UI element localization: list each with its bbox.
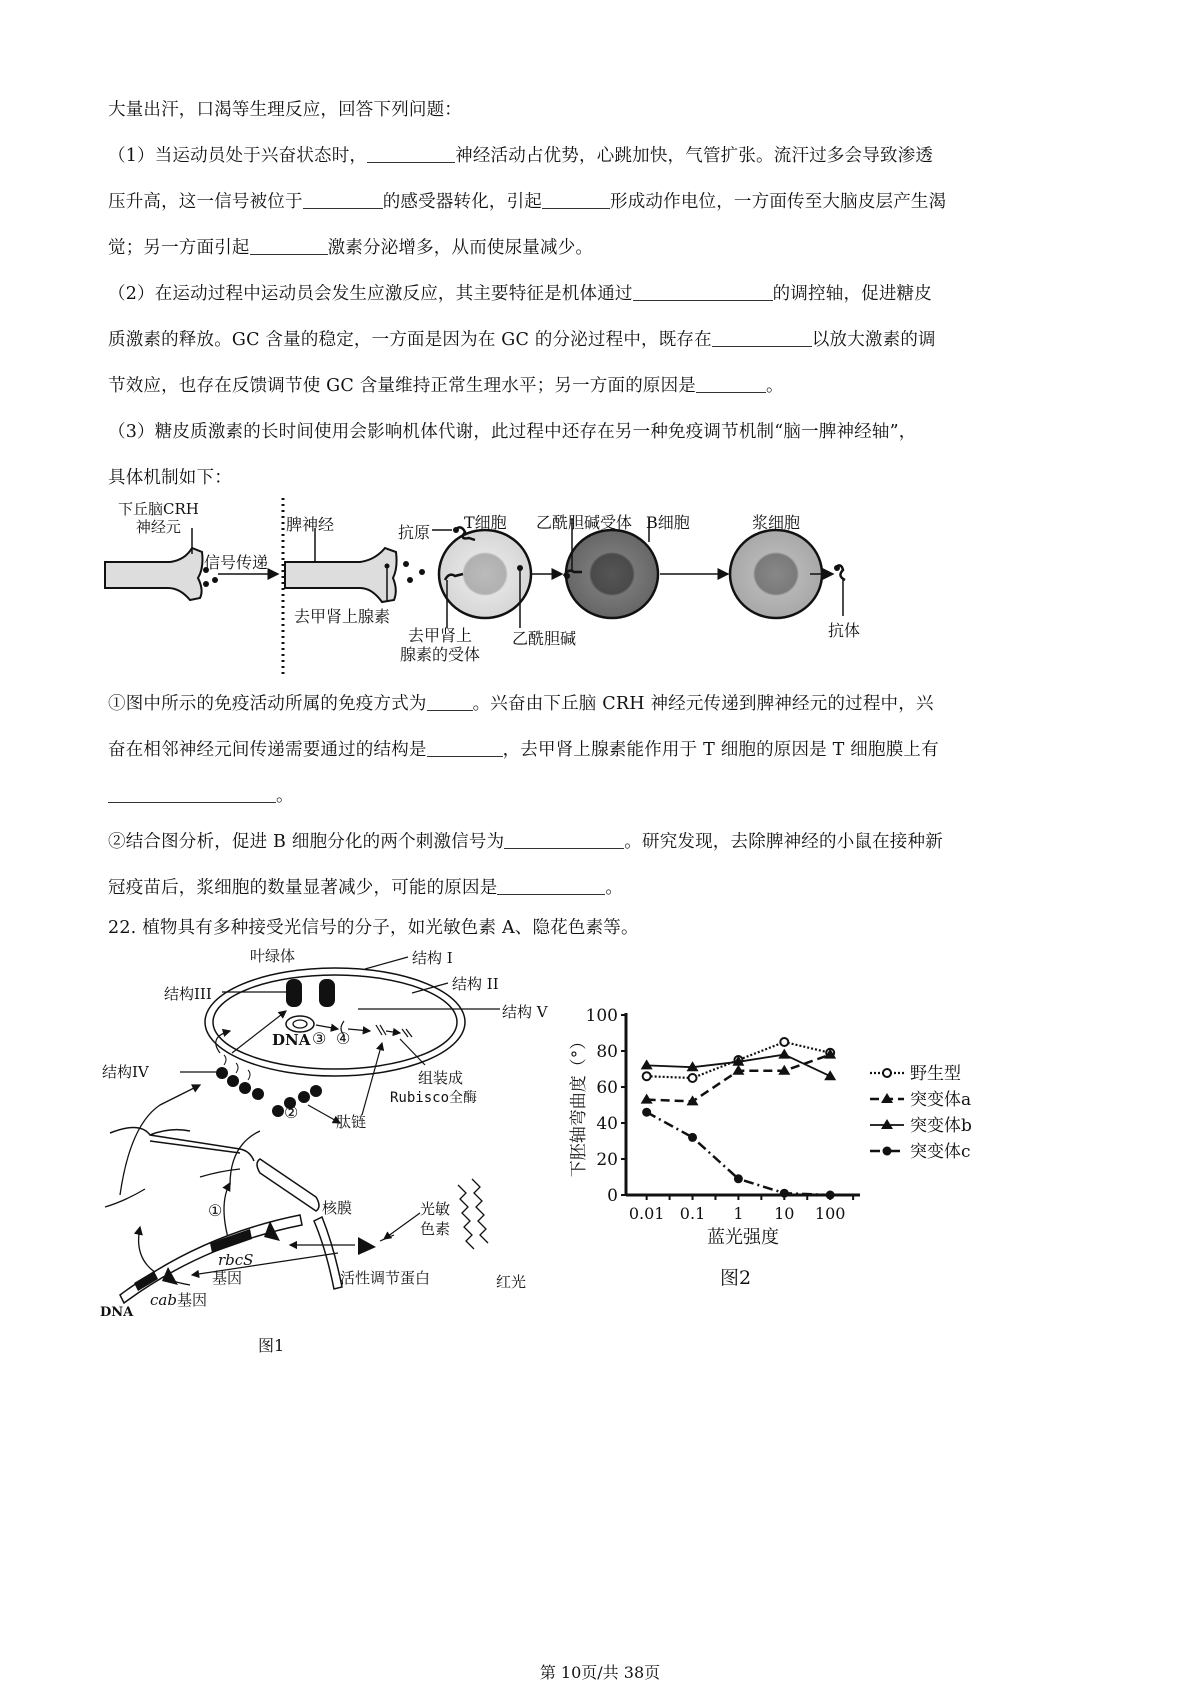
label-rbcs: rbcS	[218, 1251, 254, 1269]
label-step-2: ②	[284, 1103, 299, 1122]
crh-neuron-axon	[105, 548, 203, 600]
label-phytochrome	[420, 1199, 450, 1239]
legend-label: 野生型	[910, 1064, 961, 1084]
label-structure-4: 结构IV	[102, 1063, 149, 1081]
label-structure-3: 结构III	[164, 985, 212, 1003]
label-cab-gene	[150, 1289, 207, 1310]
data-point	[780, 1189, 789, 1198]
y-tick-label: 20	[596, 1150, 618, 1170]
sub2-text: 冠疫苗后，浆细胞的数量显著减少，可能的原因是	[108, 878, 498, 898]
label-dna-chloroplast: DNA	[272, 1031, 311, 1049]
x-tick-label: 100	[814, 1204, 846, 1223]
y-axis-label: 下胚轴弯曲度（°）	[569, 1032, 589, 1178]
label-cab: cab	[150, 1291, 177, 1309]
q22-text: 22. 植物具有多种接受光信号的分子，如光敏色素 A、隐花色素等。	[108, 918, 639, 938]
q1-text: 激素分泌增多，从而使尿量减少。	[327, 238, 594, 258]
data-point	[826, 1191, 835, 1200]
label-active-protein: 活性调节蛋白	[340, 1269, 431, 1287]
data-point	[643, 1072, 651, 1080]
sub1-line1	[108, 690, 934, 715]
sub1-text: 奋在相邻神经元间传递需要通过的结构是	[108, 740, 427, 760]
label-line: 神经元	[135, 518, 181, 536]
figure-2-chart	[560, 995, 1020, 1295]
y-tick-label: 100	[585, 1006, 618, 1026]
sub2-text: 。研究发现，去除脾神经的小鼠在接种新	[624, 832, 943, 852]
label-step-3: ③	[312, 1029, 327, 1048]
q2-line2	[108, 326, 936, 351]
label-chloroplast: 叶绿体	[250, 947, 296, 965]
q2-line1	[108, 280, 932, 305]
label-rubisco: Rubisco全酶	[390, 1090, 478, 1106]
legend-marker	[881, 1119, 893, 1129]
data-point	[734, 1174, 743, 1183]
q1-line1	[108, 142, 933, 167]
answer-blank[interactable]	[542, 191, 610, 210]
x-tick-label: 0.1	[679, 1204, 706, 1223]
answer-blank[interactable]	[696, 375, 766, 394]
answer-blank[interactable]	[497, 877, 605, 896]
x-tick-label: 10	[774, 1204, 795, 1223]
sub1-line2	[108, 736, 939, 761]
answer-blank[interactable]	[367, 145, 455, 164]
q2-text: 的调控轴，促进糖皮	[772, 284, 932, 304]
q2-text: 以放大激素的调	[811, 330, 936, 350]
page-footer: 第 10页/共 38页	[539, 1663, 661, 1682]
sub2-text: ②结合图分析，促进 B 细胞分化的两个刺激信号为	[108, 832, 505, 852]
sub1-text: 。	[276, 786, 294, 806]
brain-spleen-axis-figure	[100, 498, 880, 678]
label-structure-5: 结构 V	[502, 1003, 548, 1021]
label-norepinephrine: 去甲肾上腺素	[294, 607, 391, 626]
label-spleen-nerve: 脾神经	[286, 515, 335, 534]
legend-marker	[883, 1069, 891, 1077]
label-antibody: 抗体	[828, 621, 861, 640]
q1-text: 神经活动占优势，心跳加快，气管扩张。流汗过多会导致渗透	[455, 146, 934, 166]
answer-blank[interactable]	[427, 739, 503, 758]
q1-line2	[108, 188, 946, 213]
answer-blank[interactable]	[712, 329, 812, 348]
q1-text: 压升高，这一信号被位于	[108, 192, 303, 212]
label-ne-receptor	[400, 626, 480, 664]
label-red-light: 红光	[496, 1273, 527, 1291]
answer-blank[interactable]	[427, 693, 473, 712]
label-rbcs-gene: 基因	[212, 1269, 243, 1287]
chart-caption: 图2	[720, 1267, 752, 1289]
answer-blank[interactable]	[504, 831, 624, 850]
label-signal: 信号传递	[204, 553, 269, 572]
data-point	[778, 1049, 790, 1059]
label-line: 色素	[420, 1220, 451, 1238]
figure-1-caption: 图1	[258, 1336, 285, 1355]
sub1-line3	[108, 782, 294, 807]
answer-blank[interactable]	[303, 191, 383, 210]
q1-text: （1）当运动员处于兴奋状态时，	[108, 146, 368, 166]
data-point	[688, 1133, 697, 1142]
label-line: 去甲肾上	[408, 626, 473, 645]
label-plasma-cell: 浆细胞	[752, 513, 801, 532]
label-structure-1: 结构 I	[412, 949, 453, 967]
y-tick-label: 80	[596, 1042, 618, 1062]
sub1-text: ，去甲肾上腺素能作用于 T 细胞的原因是 T 细胞膜上有	[502, 740, 939, 760]
label-b-cell: B细胞	[646, 513, 690, 532]
chloroplast-outer	[205, 968, 465, 1076]
chart-svg	[560, 995, 1020, 1295]
label-antigen: 抗原	[398, 523, 431, 542]
label-gene: 基因	[176, 1291, 207, 1309]
q1-text: 的感受器转化，引起	[382, 192, 543, 212]
answer-blank[interactable]	[250, 237, 328, 256]
label-line: 下丘脑CRH	[118, 500, 199, 518]
label-peptide: 肽链	[336, 1113, 367, 1131]
legend-label: 突变体a	[910, 1090, 972, 1110]
label-ach-receptor: 乙酰胆碱受体	[536, 513, 633, 532]
dna-strand	[120, 1215, 302, 1303]
intro-text: 大量出汗，口渴等生理反应，回答下列问题：	[108, 100, 462, 120]
label-step-1: ①	[208, 1201, 223, 1220]
answer-blank[interactable]	[633, 283, 773, 302]
sub2-line2	[108, 874, 623, 899]
q1-line3	[108, 234, 593, 259]
label-line: 腺素的受体	[400, 645, 481, 664]
x-tick-label: 1	[733, 1204, 744, 1223]
q1-text: 形成动作电位，一方面传至大脑皮层产生渴	[610, 192, 947, 212]
q3-line2: 具体机制如下：	[108, 468, 232, 488]
legend-label: 突变体b	[910, 1116, 972, 1136]
data-point	[687, 1095, 699, 1105]
y-tick-label: 40	[596, 1114, 618, 1134]
label-ach: 乙酰胆碱	[512, 629, 577, 648]
label-assemble: 组装成	[418, 1069, 464, 1087]
q1-text: 觉；另一方面引起	[108, 238, 250, 258]
sub1-text: ①图中所示的免疫活动所属的免疫方式为	[108, 694, 427, 714]
legend-label: 突变体c	[910, 1142, 971, 1162]
q2-text: 。	[766, 376, 784, 396]
data-point	[641, 1059, 653, 1069]
label-t-cell: T细胞	[464, 513, 507, 532]
label-nuclear-membrane: 核膜	[322, 1199, 353, 1217]
figure-1	[100, 945, 560, 1365]
answer-blank[interactable]	[108, 785, 276, 804]
x-tick-label: 0.01	[628, 1204, 665, 1223]
data-point	[642, 1108, 651, 1117]
data-point	[780, 1038, 788, 1046]
x-axis-label: 蓝光强度	[707, 1227, 779, 1248]
label-structure-2: 结构 II	[452, 975, 499, 993]
label-line: 光敏	[420, 1200, 451, 1218]
y-tick-label: 0	[607, 1186, 618, 1206]
q3-line1: （3）糖皮质激素的长时间使用会影响机体代谢，此过程中还存在另一种免疫调节机制“脑一脾神经轴”，	[108, 422, 917, 442]
b-cell-body	[566, 530, 658, 618]
spleen-nerve-axon	[285, 548, 397, 602]
sub2-line1	[108, 828, 943, 853]
sub2-text: 。	[605, 878, 624, 898]
label-dna-nucleus: DNA	[100, 1305, 134, 1320]
q2-text: 质激素的释放。GC 含量的稳定，一方面是因为在 GC 的分泌过程中，既存在	[108, 330, 712, 350]
plasma-cell-body	[730, 530, 822, 618]
q2-text: 节效应，也存在反馈调节使 GC 含量维持正常生理水平；另一方面的原因是	[108, 376, 696, 396]
y-tick-label: 60	[596, 1078, 618, 1098]
legend-marker	[883, 1147, 892, 1156]
data-point	[689, 1074, 697, 1082]
sub1-text: 。兴奋由下丘脑 CRH 神经元传递到脾神经元的过程中，兴	[472, 694, 934, 714]
label-crh-neuron	[118, 500, 199, 536]
q2-text: （2）在运动过程中运动员会发生应激反应，其主要特征是机体通过	[108, 284, 633, 304]
label-step-4: ④	[336, 1029, 351, 1048]
q2-line3	[108, 372, 784, 397]
